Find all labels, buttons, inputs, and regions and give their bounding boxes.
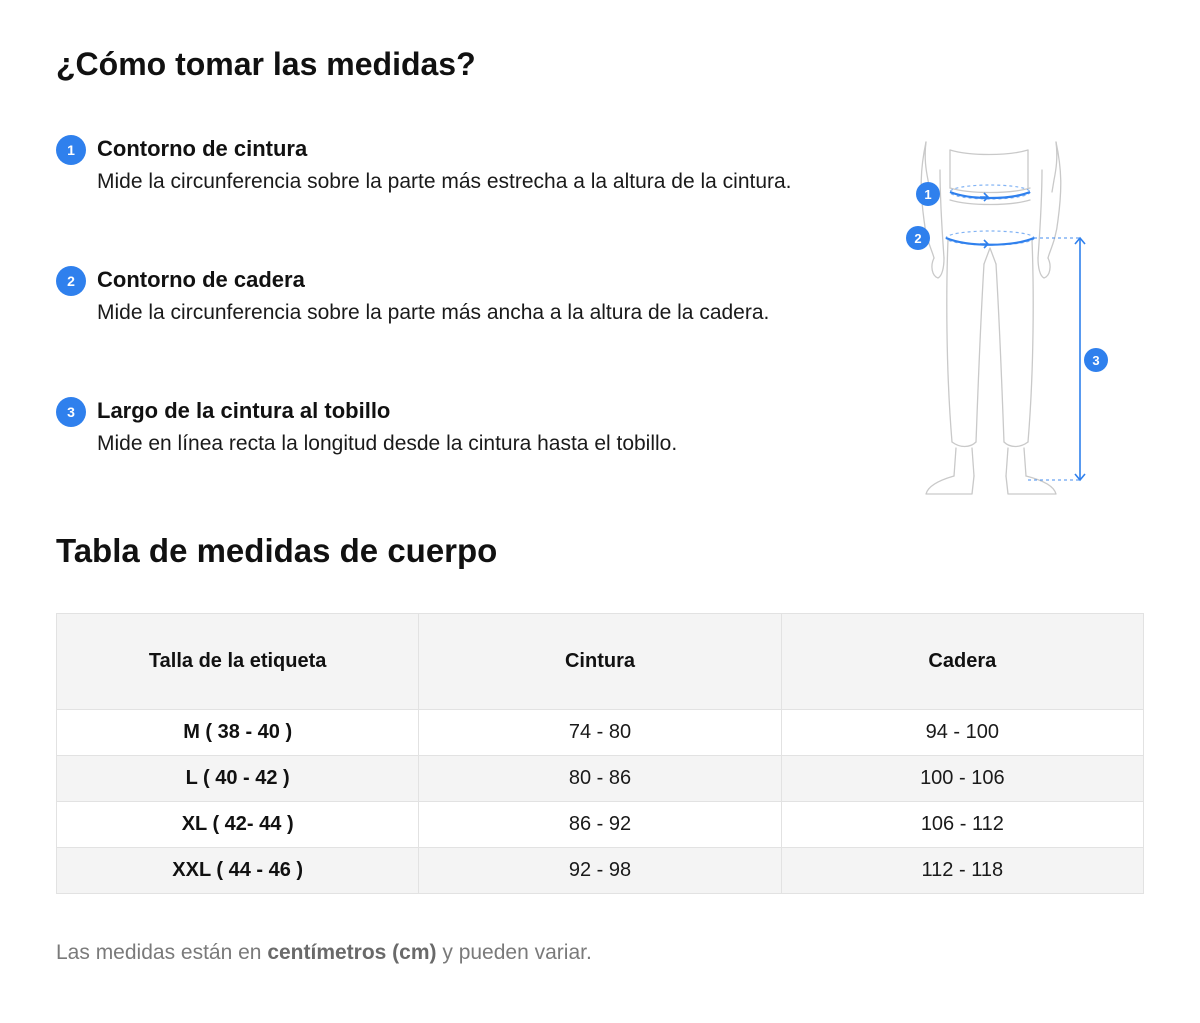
cell-size: XXL ( 44 - 46 ) [57,848,419,894]
cell-waist: 86 - 92 [419,802,781,848]
step-title: Largo de la cintura al tobillo [97,398,391,423]
cell-size: XL ( 42- 44 ) [57,802,419,848]
marker-3 [1084,348,1108,372]
table-row [57,756,1144,802]
page-title: ¿Cómo tomar las medidas? [56,46,476,82]
footnote [56,941,592,965]
table-header-row [57,614,1144,710]
cell-hip: 106 - 112 [781,802,1143,848]
step-description: Mide la circunferencia sobre la parte más ancha a la altura de la cadera. [97,301,770,324]
cell-size: M ( 38 - 40 ) [57,710,419,756]
step-description: Mide en línea recta la longitud desde la cintura hasta el tobillo. [97,432,678,455]
header-waist: Cintura [419,614,781,710]
step-title: Contorno de cintura [97,136,308,161]
cell-waist: 92 - 98 [419,848,781,894]
svg-text:2: 2 [914,231,922,246]
table-title: Tabla de medidas de cuerpo [56,532,498,569]
pants-illustration [880,130,1140,510]
marker-2 [906,226,930,250]
svg-text:3: 3 [1092,353,1100,368]
header-size: Talla de la etiqueta [57,614,419,710]
footnote-unit: centímetros (cm) [267,941,437,964]
cell-hip: 100 - 106 [781,756,1143,802]
measurement-figure [880,130,1140,510]
cell-waist: 74 - 80 [419,710,781,756]
cell-hip: 112 - 118 [781,848,1143,894]
table-row [57,848,1144,894]
footnote-prefix: Las medidas están en [56,941,268,964]
step-number-badge: 2 [56,266,86,296]
svg-text:1: 1 [924,187,932,202]
cell-size: L ( 40 - 42 ) [57,756,419,802]
cell-waist: 80 - 86 [419,756,781,802]
header-hip: Cadera [781,614,1143,710]
step-title: Contorno de cadera [97,267,305,292]
step-description: Mide la circunferencia sobre la parte más estrecha a la altura de la cintura. [97,170,792,193]
cell-hip: 94 - 100 [781,710,1143,756]
step-number-badge: 1 [56,135,86,165]
footnote-suffix: y pueden variar. [436,941,592,964]
step-number-badge: 3 [56,397,86,427]
table-row [57,802,1144,848]
marker-1 [916,182,940,206]
size-table [56,613,1144,894]
table-row [57,710,1144,756]
